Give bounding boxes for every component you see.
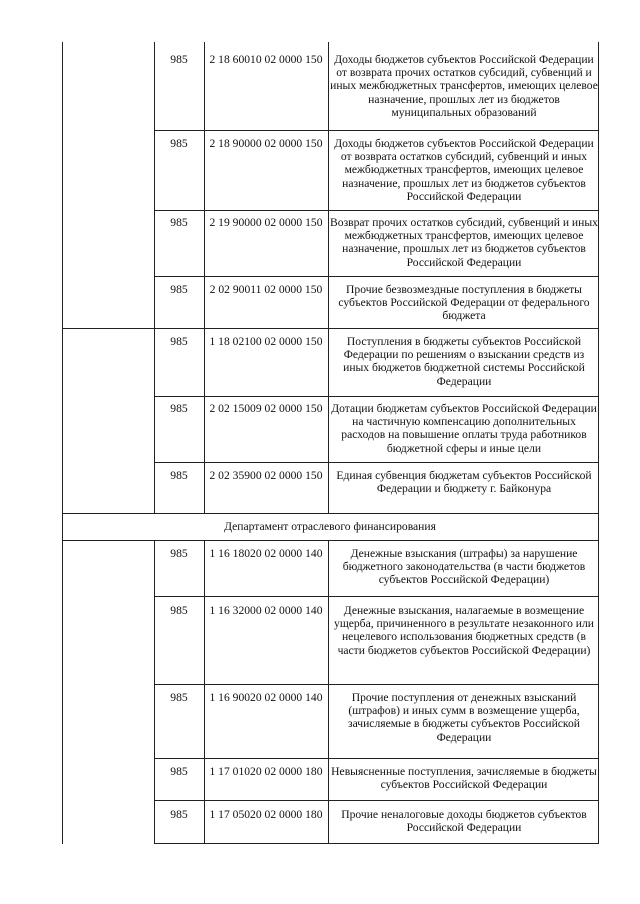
column-divider-3 — [328, 540, 329, 844]
admin-code: 985 — [170, 469, 188, 482]
admin-code: 985 — [170, 547, 188, 560]
admin-code: 985 — [170, 137, 188, 150]
column-divider-3 — [328, 42, 329, 513]
kbk-code: 2 02 35900 02 0000 150 — [209, 469, 323, 482]
kbk-code: 2 18 90000 02 0000 150 — [209, 137, 323, 150]
right-border — [598, 42, 599, 844]
row-divider — [154, 596, 599, 597]
group-divider — [62, 328, 599, 329]
admin-code: 985 — [170, 216, 188, 229]
column-divider-1 — [154, 42, 155, 513]
row-divider — [154, 130, 599, 131]
admin-code: 985 — [170, 53, 188, 66]
row-divider — [154, 210, 599, 211]
row-divider — [154, 396, 599, 397]
section-title: Департамент отраслевого финансирования — [224, 520, 436, 533]
row-description: Денежные взыскания (штрафы) за нарушение бюджетного законодательства (в части бюджетов субъектов Российской Федерации) — [342, 547, 586, 587]
admin-code: 985 — [170, 765, 188, 778]
kbk-code: 2 02 90011 02 0000 150 — [209, 283, 323, 296]
row-divider — [154, 800, 599, 801]
kbk-code: 1 17 01020 02 0000 180 — [209, 765, 323, 778]
kbk-code: 1 16 90020 02 0000 140 — [209, 691, 323, 704]
row-description: Невыясненные поступления, зачисляемые в бюджеты субъектов Российской Федерации — [331, 765, 597, 792]
admin-code: 985 — [170, 402, 188, 415]
admin-code: 985 — [170, 604, 188, 617]
row-description: Денежные взыскания, налагаемые в возмещение ущерба, причиненного в результате незаконного или нецелевого использования бюджетных средств (в части бюджетов субъектов Российской Федерации) — [334, 604, 594, 657]
row-divider — [154, 684, 599, 685]
kbk-code: 1 16 32000 02 0000 140 — [209, 604, 323, 617]
section-bottom-line — [62, 540, 599, 541]
admin-code: 985 — [170, 691, 188, 704]
kbk-code: 2 18 60010 02 0000 150 — [209, 53, 323, 66]
row-description: Возврат прочих остатков субсидий, субвенций и иных межбюджетных трансфертов, имеющих целевое назначение, прошлых лет из бюджетов субъектов Российской Федерации — [330, 216, 598, 269]
row-divider — [154, 462, 599, 463]
row-description: Прочие поступления от денежных взысканий (штрафов) и иных сумм в возмещение ущерба, зачисляемые в бюджеты субъектов Российской Федерации — [348, 691, 580, 744]
row-divider — [154, 758, 599, 759]
row-divider — [154, 276, 599, 277]
kbk-code: 1 16 18020 02 0000 140 — [209, 547, 323, 560]
row-description: Дотации бюджетам субъектов Российской Федерации на частичную компенсацию дополнительных расходов на повышение оплаты труда работников бюджетной сферы и иные цели — [331, 402, 597, 455]
kbk-code: 1 17 05020 02 0000 180 — [209, 808, 323, 821]
section-top-line — [62, 513, 599, 514]
row-description: Доходы бюджетов субъектов Российской Федерации от возврата прочих остатков субсидий, субвенций и иных межбюджетных трансфертов, имеющих целевое назначение, прошлых лет из бюджетов муниципальных образований — [330, 53, 598, 119]
admin-code: 985 — [170, 283, 188, 296]
row-description: Прочие неналоговые доходы бюджетов субъектов Российской Федерации — [341, 808, 587, 835]
column-divider-2 — [204, 42, 205, 513]
admin-code: 985 — [170, 335, 188, 348]
kbk-code: 2 19 90000 02 0000 150 — [209, 216, 323, 229]
row-description: Поступления в бюджеты субъектов Российской Федерации по решениям о взыскании средств из иных бюджетов бюджетной системы Российской Федерации — [343, 335, 585, 388]
kbk-code: 1 18 02100 02 0000 150 — [209, 335, 323, 348]
table-bottom-line — [154, 843, 599, 844]
left-border — [62, 42, 63, 844]
row-description: Прочие безвозмездные поступления в бюджеты субъектов Российской Федерации от федерального бюджета — [338, 283, 590, 323]
kbk-code: 2 02 15009 02 0000 150 — [209, 402, 323, 415]
row-description: Единая субвенция бюджетам субъектов Российской Федерации и бюджету г. Байконура — [336, 469, 592, 496]
row-description: Доходы бюджетов субъектов Российской Федерации от возврата остатков субсидий, субвенций и иных межбюджетных трансфертов, имеющих целевое назначение, прошлых лет из бюджетов субъектов Российской Федерации — [334, 137, 594, 203]
admin-code: 985 — [170, 808, 188, 821]
